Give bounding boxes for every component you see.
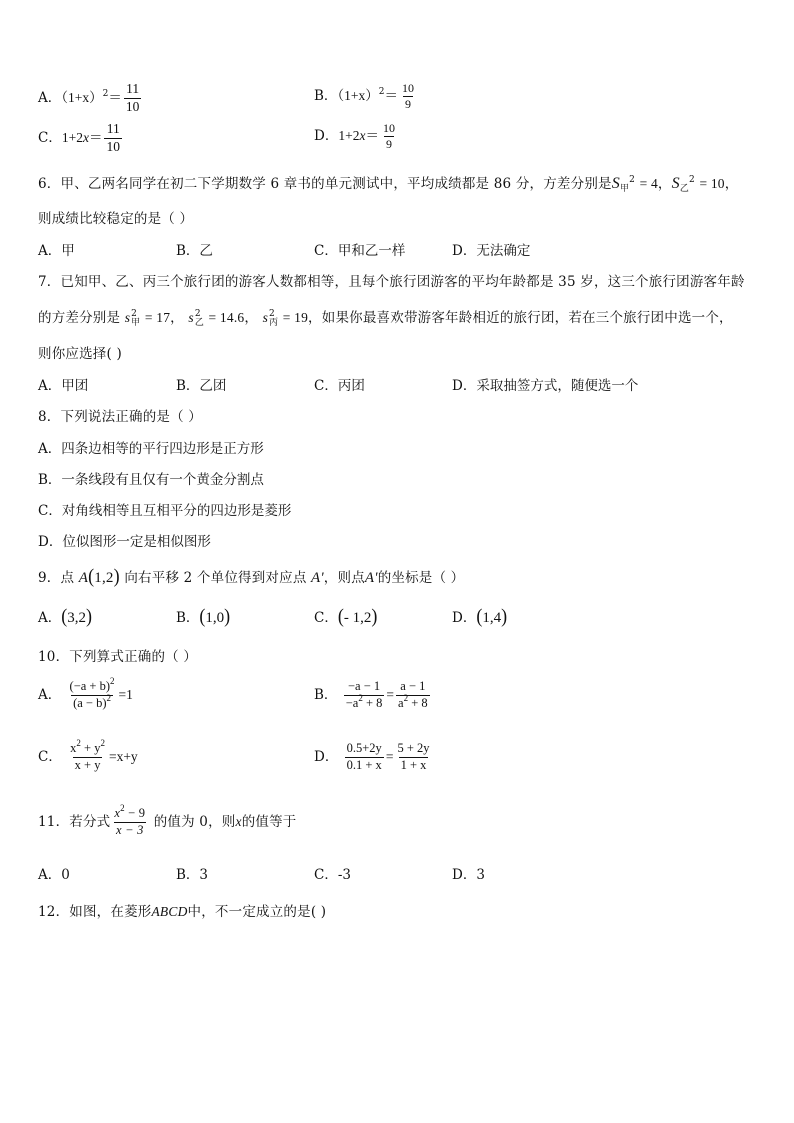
q7-text: 的方差分别是 — [38, 310, 121, 326]
q5-option-c[interactable] — [38, 122, 124, 155]
denominator: 10 — [106, 138, 120, 154]
equals: ＝ — [365, 128, 379, 145]
option-label: A． — [38, 89, 62, 106]
fraction — [345, 742, 384, 773]
fraction — [381, 122, 397, 151]
numerator: 10 — [382, 121, 395, 135]
q6-text: 6．甲、乙两名同学在初二下学期数学 6 章书的单元测试中，平均成绩都是 86 分，方差分别是 — [38, 176, 612, 192]
numerator: 10 — [402, 81, 415, 95]
q11-text: 的值等于 — [241, 813, 297, 830]
numerator-base: (−a + b) — [69, 679, 111, 693]
q6-option-d[interactable]: D．无法确定 — [452, 243, 531, 259]
exponent: 2 — [358, 692, 363, 703]
denominator — [344, 692, 385, 711]
q6-option-c[interactable]: C．甲和乙一样 — [314, 243, 406, 259]
equals: ＝ — [384, 88, 399, 105]
q11-option-a[interactable]: A．0 — [38, 867, 70, 883]
sup-sub — [269, 310, 278, 328]
q7-option-d[interactable]: D．采取抽签方式，随便选一个 — [452, 378, 639, 394]
subscript: 甲 — [619, 184, 630, 194]
denominator — [396, 692, 430, 711]
paren-open: ( — [199, 604, 206, 627]
q8-option-c[interactable]: C．对角线相等且互相平分的四边形是菱形 — [38, 503, 292, 519]
point-name: A' — [364, 570, 378, 586]
q8-option-a[interactable]: A．四条边相等的平行四边形是正方形 — [38, 441, 264, 457]
q10-option-a[interactable] — [38, 676, 133, 711]
q6-option-a[interactable]: A．甲 — [38, 243, 75, 259]
paren-open: ( — [88, 564, 95, 587]
option-label: B． — [314, 88, 338, 105]
variance-value: = 4 — [639, 176, 658, 191]
q6-question: 则成绩比较稳定的是（ ） — [38, 211, 194, 227]
exponent: 2 — [76, 738, 81, 748]
exponent: 2 — [120, 803, 125, 813]
subscript: 乙 — [679, 184, 690, 194]
exponent: 2 — [100, 738, 105, 748]
rhs: =1 — [118, 686, 133, 702]
q9-option-c[interactable] — [314, 606, 377, 627]
subscript: 乙 — [194, 317, 205, 328]
q7-question: 则你应选择( ) — [38, 346, 122, 362]
exponent: 2 — [106, 692, 111, 703]
numerator-base: x — [70, 741, 77, 755]
point-name: A' — [311, 570, 324, 586]
expression: 1+2 — [61, 129, 83, 145]
q7-text: ，如果你最喜欢带游客年龄相近的旅行团，若在三个旅行团中选一个， — [308, 310, 733, 326]
equals: ＝ — [108, 89, 122, 106]
paren-close: ) — [371, 604, 378, 627]
fraction — [400, 82, 416, 111]
fraction — [395, 742, 431, 773]
variance-symbol: s — [188, 310, 194, 325]
q10-stem: 10．下列算式正确的（ ） — [38, 649, 198, 665]
numerator — [112, 803, 147, 822]
variable: x — [114, 806, 121, 820]
coordinates: 1,0 — [205, 610, 225, 626]
exponent: 2 — [629, 175, 636, 185]
variance-symbol: S — [611, 175, 620, 192]
option-label: C． — [38, 129, 62, 146]
q7-option-c[interactable]: C．丙团 — [314, 378, 365, 394]
denominator: x − 3 — [116, 822, 144, 837]
coordinates: 1,2 — [94, 570, 114, 586]
exponent: 2 — [269, 308, 275, 319]
variance-value: = 14.6 — [208, 310, 245, 325]
separator: ， — [657, 176, 672, 192]
paren-open: ( — [476, 604, 483, 627]
fraction — [344, 680, 385, 711]
q9-text: ，则点 — [323, 570, 365, 586]
separator: ， — [170, 310, 184, 326]
q10-option-b[interactable] — [314, 680, 432, 711]
q7-stem-line2 — [38, 306, 733, 328]
q8-stem: 8．下列说法正确的是（ ） — [38, 409, 202, 425]
variance-symbol: s — [124, 310, 131, 325]
subscript: 丙 — [269, 317, 279, 328]
numerator: 11 — [106, 121, 120, 136]
paren-close: ) — [86, 604, 92, 627]
numerator: 11 — [126, 81, 140, 96]
point-name: A — [78, 570, 89, 586]
exponent: 2 — [102, 88, 109, 99]
denominator-base: −a — [345, 695, 359, 710]
q5-option-d[interactable] — [314, 122, 399, 151]
equals: = — [385, 748, 394, 764]
sup-sub — [131, 310, 140, 328]
fraction — [68, 738, 107, 773]
expression: （1+x） — [337, 88, 379, 104]
denominator — [71, 692, 113, 711]
q7-option-b[interactable]: B．乙团 — [176, 378, 227, 394]
numerator: 5 + 2y — [397, 741, 430, 755]
q11-stem — [38, 803, 297, 838]
q9-option-d[interactable] — [452, 606, 507, 627]
q9-option-a[interactable] — [38, 606, 92, 627]
fraction — [124, 82, 142, 115]
paren-open: ( — [61, 604, 68, 627]
denominator: 1 + x — [400, 757, 427, 772]
coordinates: - 1,2 — [343, 610, 372, 626]
q6-stem — [38, 172, 738, 193]
variance-symbol: s — [262, 310, 269, 325]
q6-option-b[interactable]: B．乙 — [176, 243, 213, 259]
numerator-tail: − 9 — [124, 806, 146, 820]
option-label: B． — [176, 610, 200, 626]
exponent: 2 — [110, 676, 115, 686]
q11-option-c[interactable]: C．-3 — [314, 867, 351, 883]
denominator-tail: + 8 — [408, 695, 428, 710]
denominator: 0.1 + x — [346, 757, 382, 772]
option-label: A． — [38, 610, 62, 626]
option-label: D． — [452, 610, 477, 626]
q7-stem-line1: 7．已知甲、乙、丙三个旅行团的游客人数都相等，且每个旅行团游客的平均年龄都是 35 岁，这三个旅行团游客年龄 — [38, 274, 745, 290]
q5-option-a[interactable] — [38, 82, 143, 115]
q9-option-b[interactable] — [176, 606, 230, 627]
paren-close: ) — [501, 604, 508, 627]
q12-text: 12．如图，在菱形 — [38, 904, 152, 920]
exponent: 2 — [403, 692, 409, 703]
q8-option-d[interactable]: D．位似图形一定是相似图形 — [38, 534, 211, 550]
q9-text: 向右平移 2 个单位得到对应点 — [124, 570, 307, 586]
separator: ， — [244, 310, 259, 326]
q10-option-d[interactable] — [314, 742, 434, 773]
variance-value: = 17 — [144, 310, 171, 325]
option-label: B． — [314, 686, 338, 703]
rhs: =x+y — [108, 748, 138, 764]
exponent: 2 — [131, 308, 138, 319]
paren-close: ) — [113, 564, 120, 587]
denominator-tail: + 8 — [362, 695, 383, 710]
option-label: C． — [38, 748, 62, 765]
fraction — [104, 122, 122, 155]
exponent: 2 — [378, 87, 385, 98]
numerator — [68, 738, 107, 757]
denominator: x + y — [74, 757, 101, 772]
fraction — [112, 803, 147, 838]
paren-open: ( — [337, 604, 344, 627]
numerator: a − 1 — [400, 679, 426, 693]
denominator: 9 — [405, 97, 412, 112]
q11-text: 11．若分式 — [38, 813, 111, 830]
variance-value: = 19 — [282, 310, 309, 325]
option-label: D． — [314, 128, 339, 145]
expression: 1+2 — [338, 128, 360, 144]
paren-close: ) — [224, 604, 231, 627]
equals: ＝ — [88, 129, 103, 146]
denominator: 10 — [125, 98, 140, 114]
coordinates: 1,4 — [482, 610, 502, 626]
subscript: 甲 — [131, 317, 141, 328]
denominator-base: (a − b) — [73, 695, 107, 710]
coordinates: 3,2 — [67, 610, 86, 626]
numerator: −a − 1 — [347, 679, 381, 693]
q12-text: 中，不一定成立的是( ) — [187, 904, 327, 920]
separator: ， — [724, 176, 739, 192]
figure-name: ABCD — [151, 904, 188, 919]
q8-option-b[interactable]: B．一条线段有且仅有一个黄金分割点 — [38, 472, 264, 488]
q10-option-c[interactable] — [38, 738, 138, 773]
q11-text: 的值为 0，则 — [153, 813, 236, 830]
option-label: C． — [314, 610, 338, 626]
fraction — [396, 680, 430, 711]
denominator-base: a — [398, 695, 404, 710]
variable: x — [82, 129, 89, 145]
exponent: 2 — [689, 175, 695, 185]
q11-option-d[interactable]: D．3 — [452, 867, 485, 883]
q12-stem — [38, 900, 326, 920]
variance-symbol: S — [671, 175, 680, 192]
expression: （1+x） — [61, 89, 103, 105]
option-label: A． — [38, 686, 62, 703]
sup-sub — [195, 310, 204, 328]
exponent: 2 — [194, 308, 201, 319]
numerator-tail: + y — [80, 741, 101, 755]
q9-stem — [38, 566, 464, 587]
option-label: D． — [314, 748, 339, 765]
q7-option-a[interactable]: A．甲团 — [38, 378, 89, 394]
fraction — [68, 676, 117, 711]
q9-text: 9．点 — [38, 570, 75, 586]
variable: x — [235, 813, 242, 829]
q11-option-b[interactable]: B．3 — [176, 867, 209, 883]
equals: = — [386, 686, 395, 702]
variable: x — [359, 128, 366, 144]
q9-text: 的坐标是（ ） — [377, 570, 465, 586]
variance-value: = 10 — [699, 176, 725, 191]
q5-option-b[interactable] — [314, 82, 418, 111]
numerator: 0.5+2y — [346, 741, 382, 755]
denominator: 9 — [385, 137, 392, 152]
